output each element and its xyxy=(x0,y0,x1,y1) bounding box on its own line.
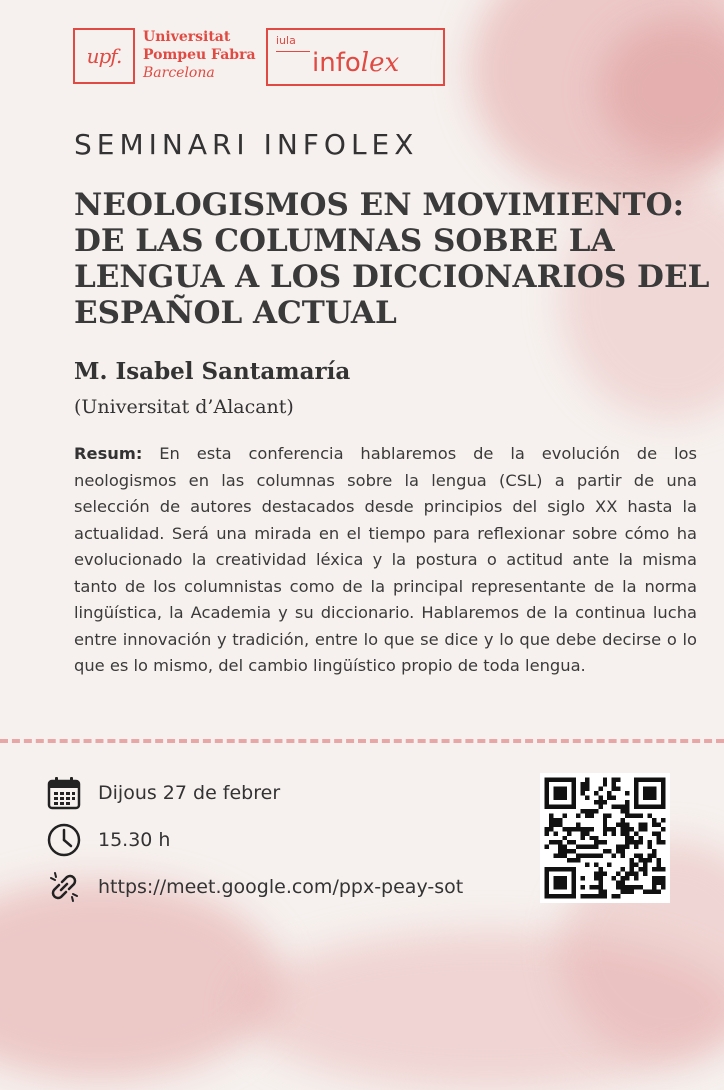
link-icon xyxy=(46,869,82,905)
series-name: SEMINARI INFOLEX xyxy=(74,128,419,161)
infolex-part-b: lex xyxy=(360,48,400,78)
event-time: 15.30 h xyxy=(98,829,171,851)
upf-city: Barcelona xyxy=(143,65,215,81)
calendar-icon xyxy=(46,775,82,811)
infolex-part-a: info xyxy=(312,48,361,78)
upf-logo-text xyxy=(143,28,256,82)
event-date: Dijous 27 de febrer xyxy=(98,782,281,804)
infolex-wordmark xyxy=(312,48,399,78)
abstract-text: En esta conferencia hablaremos de la evolución de los neologismos en las columnas sobre la lengua (CSL) a partir de una selección de autores destacados desde principios del siglo XX hasta la actualidad. Será una mirada en el tiempo para reflexionar sobre cómo ha evolucionado la creatividad léxica y la postura o actitud ante la misma tanto de los columnistas como de la principal representante de la norma lingüística, la Academia y su diccionario. Hablaremos de la continua lucha entre innovación y tradición, entre lo que se dice y lo que debe decirse o lo que es lo mismo, del cambio lingüístico propio de toda lengua. xyxy=(74,444,697,675)
meeting-link[interactable]: https://meet.google.com/ppx-peay-sot xyxy=(98,876,464,898)
qr-code[interactable] xyxy=(540,773,670,903)
clock-icon xyxy=(46,822,82,858)
date-row xyxy=(46,775,280,811)
abstract xyxy=(74,441,697,680)
link-row[interactable] xyxy=(46,869,463,905)
iula-rule xyxy=(276,51,310,52)
upf-logo-mark: upf. xyxy=(86,44,122,68)
upf-logo xyxy=(73,28,135,84)
talk-title: NEOLOGISMOS EN MOVIMIENTO: DE LAS COLUMNAS SOBRE LA LENGUA A LOS DICCIONARIOS DEL ESPAÑOL ACTUAL xyxy=(74,187,710,331)
dashed-divider xyxy=(0,739,724,743)
time-row xyxy=(46,822,170,858)
abstract-label: Resum: xyxy=(74,444,143,463)
iula-label: iula xyxy=(276,34,296,47)
upf-name-line2: Pompeu Fabra xyxy=(143,47,256,63)
infolex-logo xyxy=(266,28,445,86)
speaker-affiliation: (Universitat d’Alacant) xyxy=(74,396,294,418)
speaker-name: M. Isabel Santamaría xyxy=(74,358,351,385)
watercolor-wash xyxy=(0,880,280,1080)
upf-name-line1: Universitat xyxy=(143,29,231,45)
